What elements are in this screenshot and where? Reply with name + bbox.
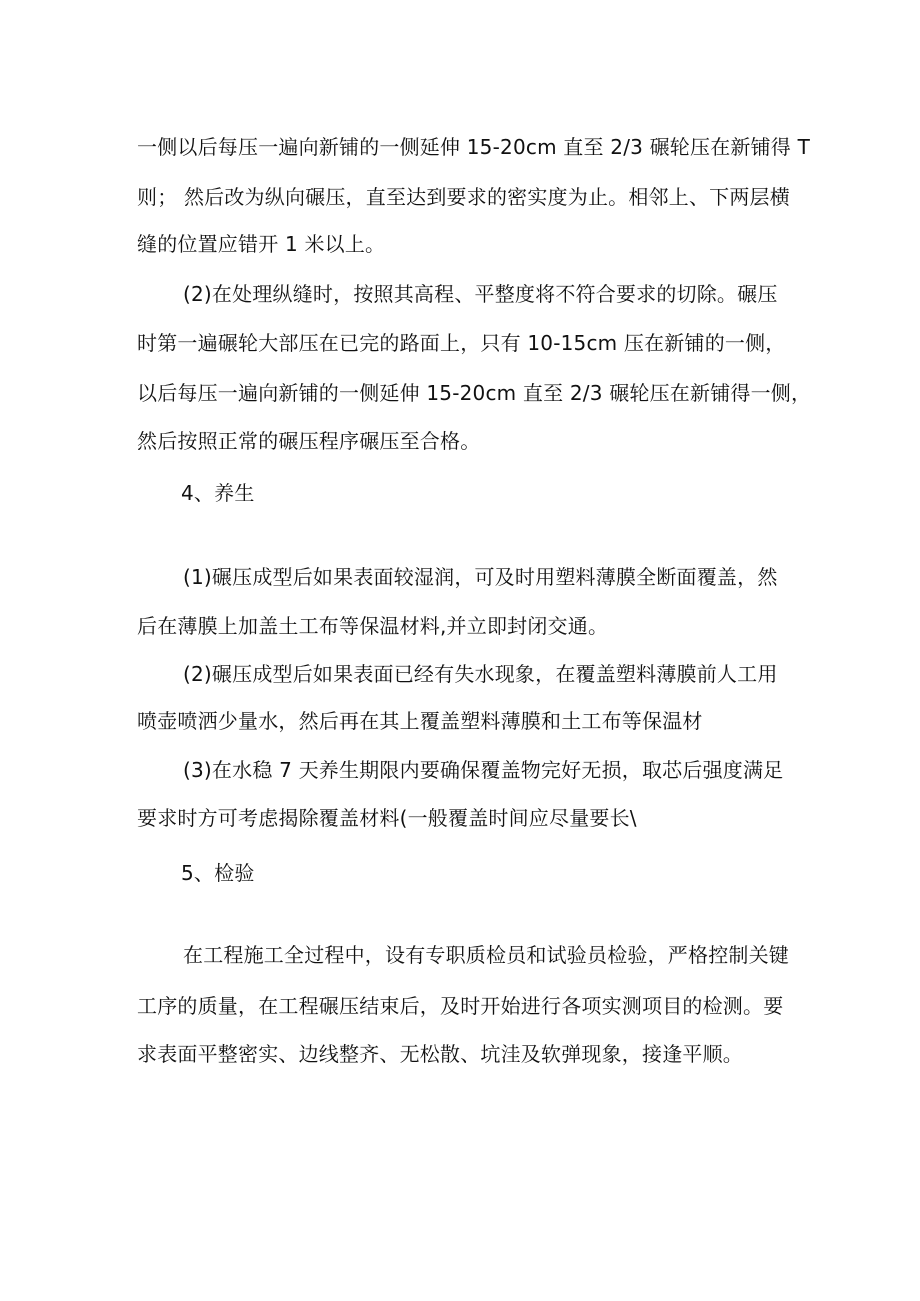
paragraph-line: 时第一遍碾轮大部压在已完的路面上，只有 10-15cm 压在新铺的一侧， [137, 331, 786, 355]
paragraph-line: (1)碾压成型后如果表面较湿润，可及时用塑料薄膜全断面覆盖，然 [183, 565, 778, 589]
paragraph-line: 一侧以后每压一遍向新铺的一侧延伸 15-20cm 直至 2/3 碾轮压在新铺得 T [137, 135, 810, 159]
paragraph-line: 在工程施工全过程中，设有专职质检员和试验员检验，严格控制关键 [183, 943, 789, 967]
paragraph-line: 后在薄膜上加盖土工布等保温材料,并立即封闭交通。 [137, 614, 609, 638]
paragraph-line: 求表面平整密实、边线整齐、无松散、坑洼及软弹现象，接逢平顺。 [137, 1042, 743, 1066]
paragraph-line: 工序的质量，在工程碾压结束后，及时开始进行各项实测项目的检测。要 [137, 994, 784, 1018]
paragraph-line: (2)在处理纵缝时，按照其高程、平整度将不符合要求的切除。碾压 [183, 282, 778, 306]
paragraph-line: (3)在水稳 7 天养生期限内要确保覆盖物完好无损，取芯后强度满足 [183, 758, 784, 782]
paragraph-line: 要求时方可考虑揭除覆盖材料(一般覆盖时间应尽量要长\ [137, 806, 637, 830]
section-heading: 5、检验 [181, 861, 255, 885]
paragraph-line: 喷壶喷洒少量水，然后再在其上覆盖塑料薄膜和土工布等保温材 [137, 709, 703, 733]
paragraph-line: (2)碾压成型后如果表面已经有失水现象，在覆盖塑料薄膜前人工用 [183, 662, 778, 686]
paragraph-line: 则； 然后改为纵向碾压，直至达到要求的密实度为止。相邻上、下两层横 [137, 185, 790, 209]
paragraph-line: 以后每压一遍向新铺的一侧延伸 15-20cm 直至 2/3 碾轮压在新铺得一侧， [137, 381, 812, 405]
paragraph-line: 然后按照正常的碾压程序碾压至合格。 [137, 429, 481, 453]
paragraph-line: 缝的位置应错开 1 米以上。 [137, 232, 386, 256]
section-heading: 4、养生 [181, 481, 255, 505]
